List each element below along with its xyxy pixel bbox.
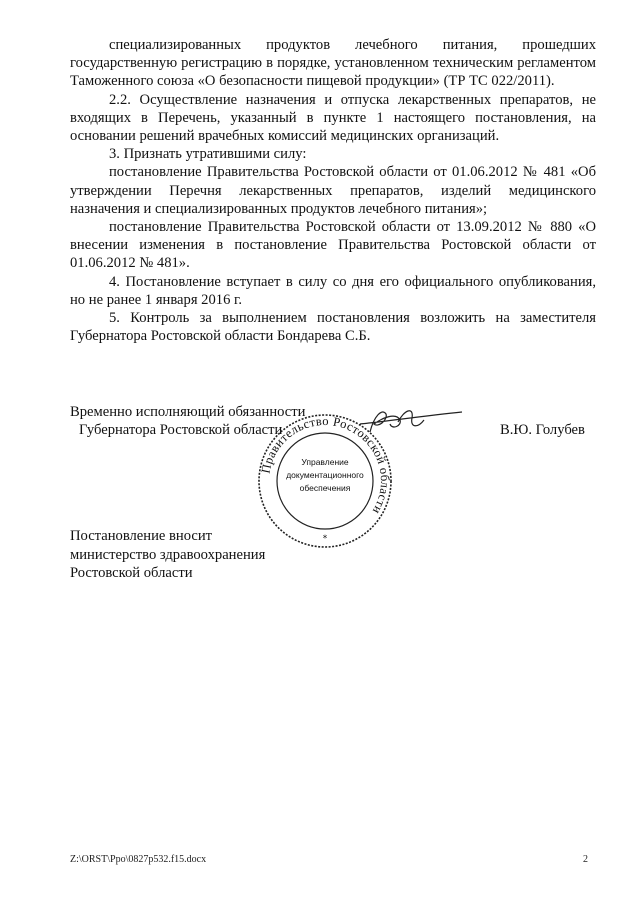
footer-file-path: Z:\ORST\Ppo\0827p532.f15.docx <box>70 854 207 865</box>
seal-line-2: документационного <box>286 470 364 480</box>
submitter-line-1: Постановление вносит <box>70 528 213 544</box>
seal-line-1: Управление <box>301 457 349 467</box>
document-body <box>70 36 596 345</box>
signatory-title-line2: Губернатора Ростовской области <box>79 422 283 438</box>
signatory-name: В.Ю. Голубев <box>500 422 585 438</box>
signatory-title-line1: Временно исполняющий обязанности <box>70 404 306 420</box>
paragraph-repeal-880: постановление Правительства Ростовской области от 13.09.2012 № 880 «О внесении изменения в постановление Правительства Ростовской области от 01.06.2012 № 481». <box>70 219 596 272</box>
paragraph-2-2: 2.2. Осуществление назначения и отпуска лекарственных препаратов, не входящих в Перечень, указанный в пункте 1 настоящего постановления, на основании решений врачебных комиссий медицинских организаций. <box>70 91 596 145</box>
official-seal <box>255 405 395 557</box>
seal-star-icon: * <box>322 534 328 544</box>
seal-ring-text: Правительство Ростовской области <box>258 413 393 517</box>
paragraph-1: специализированных продуктов лечебного питания, прошедших государственную регистрацию в порядке, установленном техническим регламентом Таможенного союза «О безопасности пищевой продукции» (ТР ТС 022/2011). <box>70 37 596 90</box>
paragraph-3: 3. Признать утратившими силу: <box>109 146 307 163</box>
paragraph-4: 4. Постановление вступает в силу со дня его официального опубликования, но не ранее 1 января 2016 г. <box>70 273 596 308</box>
submitter-line-3: Ростовской области <box>70 565 193 582</box>
paragraph-repeal-481: постановление Правительства Ростовской области от 01.06.2012 № 481 «Об утверждении Перечня лекарственных препаратов, изделий медицинского назначения и специализированных продуктов лечебного питания»; <box>70 164 596 217</box>
submitter-block <box>70 527 265 583</box>
submitter-line-2: министерство здравоохранения <box>70 546 266 563</box>
page-number: 2 <box>583 854 588 865</box>
paragraph-5: 5. Контроль за выполнением постановления возложить на заместителя Губернатора Ростовской области Бондарева С.Б. <box>70 310 596 345</box>
seal-line-3: обеспечения <box>299 483 351 493</box>
